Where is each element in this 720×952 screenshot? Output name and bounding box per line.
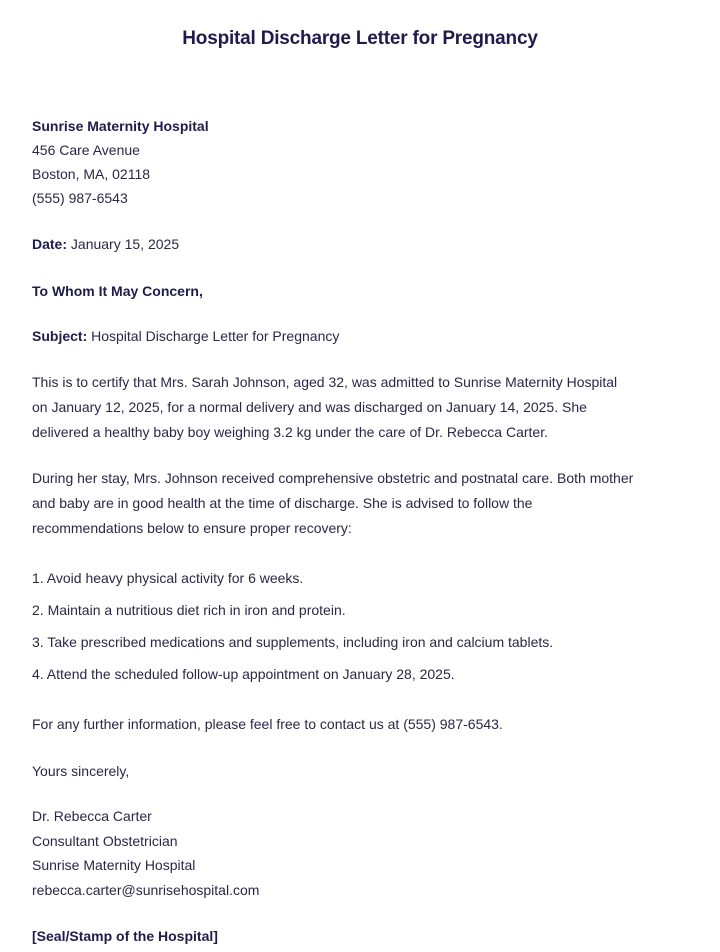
signatory-name: Dr. Rebecca Carter xyxy=(32,808,152,824)
letter-subject xyxy=(32,328,339,344)
page-title: Hospital Discharge Letter for Pregnancy xyxy=(182,28,538,49)
paragraph-line: This is to certify that Mrs. Sarah Johnson, aged 32, was admitted to Sunrise Maternity Hospital xyxy=(32,374,618,390)
paragraph-line: recommendations below to ensure proper recovery: xyxy=(32,520,352,536)
list-item: 3. Take prescribed medications and supplements, including iron and calcium tablets. xyxy=(32,634,554,650)
date-label: Date: xyxy=(32,236,68,252)
subject-value: Hospital Discharge Letter for Pregnancy xyxy=(91,328,340,344)
hospital-address-line1: 456 Care Avenue xyxy=(32,142,140,158)
closing-note: For any further information, please feel free to contact us at (555) 987-6543. xyxy=(32,716,503,732)
subject-label: Subject: xyxy=(32,328,88,344)
signatory-role: Consultant Obstetrician xyxy=(32,833,178,849)
body-paragraph-2 xyxy=(32,466,692,541)
seal-placeholder: [Seal/Stamp of the Hospital] xyxy=(32,928,218,944)
list-item: 2. Maintain a nutritious diet rich in iron and protein. xyxy=(32,602,346,618)
paragraph-line: delivered a healthy baby boy weighing 3.2 kg under the care of Dr. Rebecca Carter. xyxy=(32,424,548,440)
paragraph-line: During her stay, Mrs. Johnson received comprehensive obstetric and postnatal care. Both mother xyxy=(32,470,634,486)
paragraph-line: on January 12, 2025, for a normal delivery and was discharged on January 14, 2025. She xyxy=(32,399,587,415)
signoff: Yours sincerely, xyxy=(32,763,130,779)
paragraph-line: and baby are in good health at the time of discharge. She is advised to follow the xyxy=(32,495,533,511)
list-item: 4. Attend the scheduled follow-up appointment on January 28, 2025. xyxy=(32,666,455,682)
date-value: January 15, 2025 xyxy=(70,236,180,252)
letter-date xyxy=(32,236,179,252)
recommendations-list xyxy=(32,567,553,695)
body-paragraph-1 xyxy=(32,370,692,445)
signatory-organization: Sunrise Maternity Hospital xyxy=(32,857,196,873)
salutation: To Whom It May Concern, xyxy=(32,283,203,299)
signatory-email: rebecca.carter@sunrisehospital.com xyxy=(32,882,260,898)
list-item: 1. Avoid heavy physical activity for 6 weeks. xyxy=(32,570,304,586)
hospital-name: Sunrise Maternity Hospital xyxy=(32,118,209,134)
hospital-phone: (555) 987-6543 xyxy=(32,190,128,206)
hospital-address-line2: Boston, MA, 02118 xyxy=(32,166,151,182)
